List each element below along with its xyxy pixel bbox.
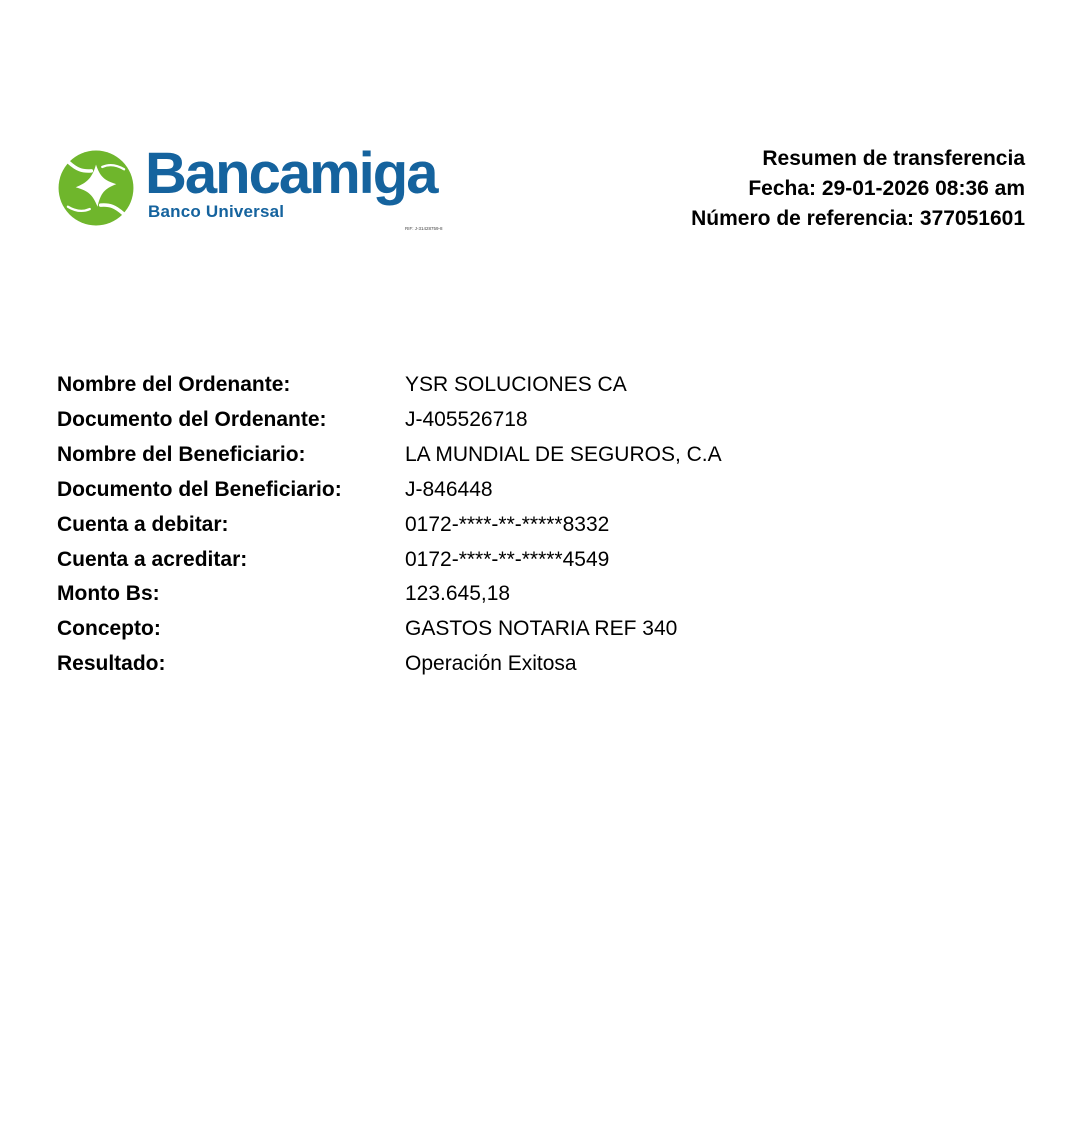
- field-label-resultado: Resultado:: [57, 652, 166, 676]
- field-label-ordenante-documento: Documento del Ordenante:: [57, 407, 327, 431]
- bancamiga-pinwheel-icon: [57, 149, 135, 227]
- field-value-ordenante-documento: J-405526718: [405, 407, 528, 431]
- field-value-cuenta-acreditar: 0172-****-**-*****4549: [405, 547, 610, 571]
- field-label-cuenta-acreditar: Cuenta a acreditar:: [57, 547, 248, 571]
- summary-title: Resumen de transferencia: [762, 147, 1025, 170]
- field-value-cuenta-debitar: 0172-****-**-*****8332: [405, 512, 610, 536]
- transfer-summary-header: [691, 144, 1025, 234]
- field-label-beneficiario-nombre: Nombre del Beneficiario:: [57, 442, 306, 466]
- field-value-resultado: Operación Exitosa: [405, 652, 577, 676]
- field-label-concepto: Concepto:: [57, 617, 161, 641]
- transfer-details: [57, 368, 722, 682]
- field-label-ordenante-nombre: Nombre del Ordenante:: [57, 373, 291, 396]
- summary-reference: Número de referencia: 377051601: [691, 207, 1025, 230]
- field-value-beneficiario-nombre: LA MUNDIAL DE SEGUROS, C.A: [405, 442, 722, 466]
- summary-date: Fecha: 29-01-2026 08:36 am: [748, 177, 1025, 200]
- field-value-monto: 123.645,18: [405, 582, 511, 606]
- field-label-beneficiario-documento: Documento del Beneficiario:: [57, 477, 342, 501]
- brand-text: [145, 141, 437, 221]
- field-value-ordenante-nombre: YSR SOLUCIONES CA: [405, 373, 627, 396]
- field-label-monto: Monto Bs:: [57, 582, 160, 606]
- field-value-beneficiario-documento: J-846448: [405, 477, 493, 501]
- rif-text: RIF: J-31428759-8: [405, 226, 443, 231]
- bancamiga-logo: [57, 141, 443, 231]
- brand-wordmark: Bancamiga: [145, 141, 437, 206]
- field-value-concepto: GASTOS NOTARIA REF 340: [405, 617, 678, 641]
- brand-tagline: Banco Universal: [148, 202, 285, 221]
- field-label-cuenta-debitar: Cuenta a debitar:: [57, 512, 229, 536]
